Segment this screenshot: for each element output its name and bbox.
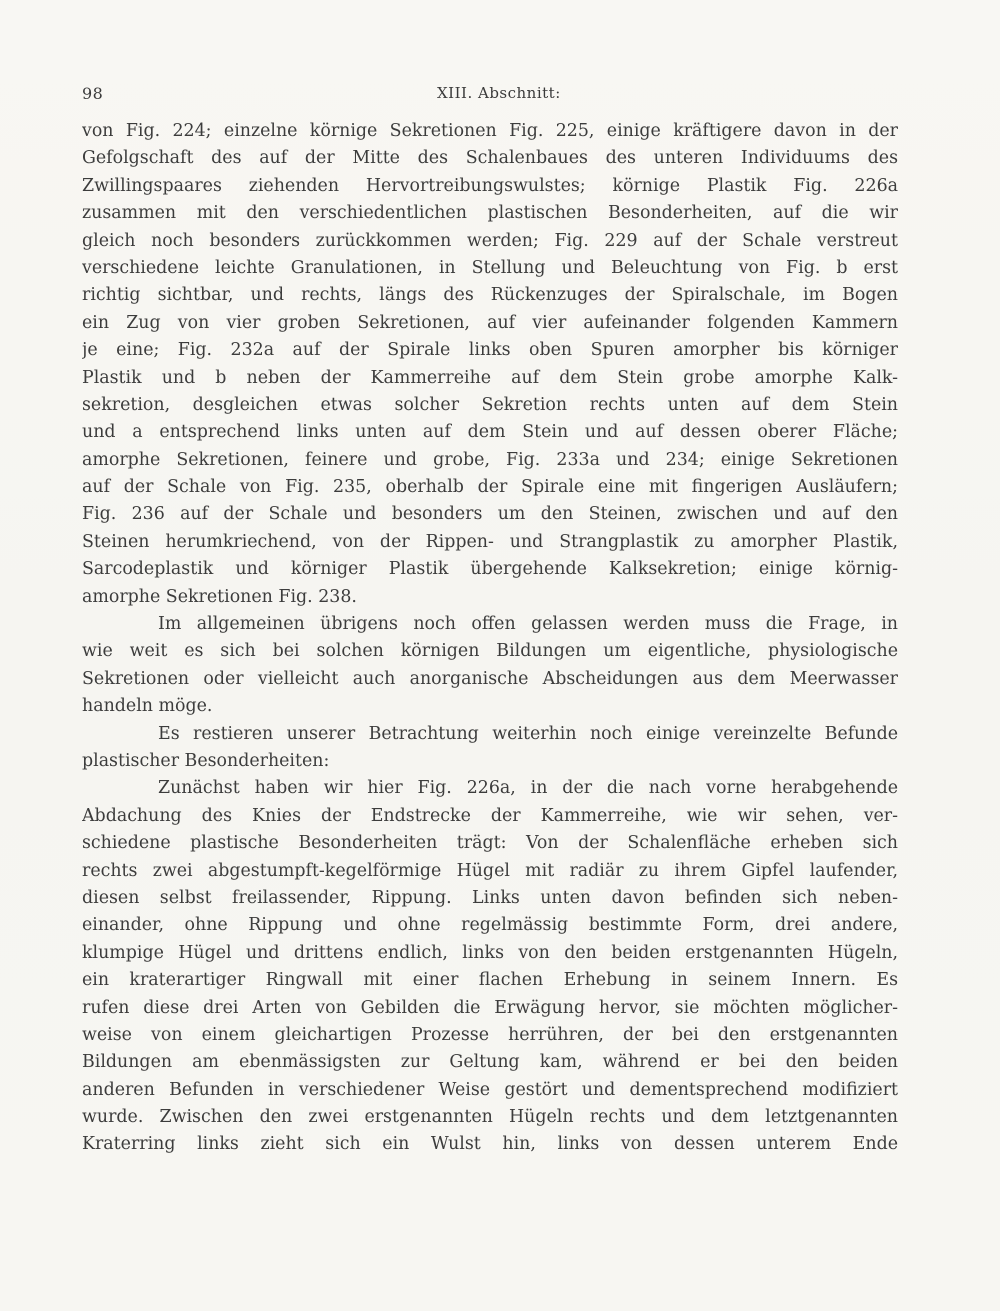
text-line: einander, ohne Rippung und ohne regelmässig bestimmte Form, drei andere,: [82, 915, 898, 936]
text-line: Bildungen am ebenmässigsten zur Geltung kam, während er bei den beiden: [82, 1052, 898, 1073]
text-line: je eine; Fig. 232a auf der Spirale links oben Spuren amorpher bis körniger: [82, 340, 898, 361]
page-header: [82, 84, 902, 106]
text-line: Plastik und b neben der Kammerreihe auf dem Stein grobe amorphe Kalk-: [82, 367, 898, 388]
text-line: verschiedene leichte Granulationen, in Stellung und Beleuchtung von Fig. b erst: [82, 257, 898, 278]
text-line: amorphe Sekretionen Fig. 238.: [82, 586, 357, 607]
text-line: Fig. 236 auf der Schale und besonders um den Steinen, zwischen und auf den: [82, 504, 898, 525]
text-line: klumpige Hügel und drittens endlich, links von den beiden erstgenannten Hügeln,: [82, 942, 898, 963]
text-line: Steinen herumkriechend, von der Rippen- und Strangplastik zu amorpher Plastik,: [82, 531, 898, 552]
text-line: Sekretionen oder vielleicht auch anorganische Abscheidungen aus dem Meerwasser: [82, 668, 898, 689]
text-line: von Fig. 224; einzelne körnige Sekretionen Fig. 225, einige kräftigere davon in der: [82, 121, 898, 141]
text-line: schiedene plastische Besonderheiten trägt: Von der Schalenfläche erheben sich: [82, 833, 898, 854]
text-line: weise von einem gleichartigen Prozesse herrühren, der bei den erstgenannten: [82, 1024, 898, 1045]
text-line: rechts zwei abgestumpft-kegelförmige Hügel mit radiär zu ihrem Gipfel laufender,: [82, 860, 898, 881]
paragraph: [82, 118, 898, 611]
text-line: Sarcodeplastik und körniger Plastik übergehende Kalksekretion; einige körnig-: [82, 559, 898, 580]
text-line: Im allgemeinen übrigens noch offen gelassen werden muss die Frage, in: [158, 614, 898, 635]
text-line: ein Zug von vier groben Sekretionen, auf vier aufeinander folgenden Kammern: [82, 312, 898, 333]
page-number: 98: [82, 84, 104, 103]
text-line: wurde. Zwischen den zwei erstgenannten Hügeln rechts und dem letztgenannten: [82, 1107, 898, 1128]
text-line: wie weit es sich bei solchen körnigen Bildungen um eigentliche, physiologische: [82, 641, 898, 662]
text-line: Gefolgschaft des auf der Mitte des Schalenbaues des unteren Individuums des: [82, 148, 898, 169]
text-line: auf der Schale von Fig. 235, oberhalb der Spirale eine mit fingerigen Ausläufern;: [82, 477, 898, 498]
running-head: XIII. Abschnitt:: [437, 84, 561, 102]
text-line: plastischer Besonderheiten:: [82, 750, 330, 771]
text-line: amorphe Sekretionen, feinere und grobe, Fig. 233a und 234; einige Sekretionen: [82, 449, 898, 470]
paragraph: [82, 721, 898, 776]
text-line: Zunächst haben wir hier Fig. 226a, in der die nach vorne herabgehende: [158, 778, 898, 799]
text-line: handeln möge.: [82, 696, 213, 717]
text-line: diesen selbst freilassender, Rippung. Links unten davon befinden sich neben-: [82, 887, 898, 908]
text-line: Abdachung des Knies der Endstrecke der Kammerreihe, wie wir sehen, ver-: [82, 805, 898, 826]
text-line: Es restieren unserer Betrachtung weiterhin noch einige vereinzelte Befunde: [158, 723, 898, 744]
body-text: [82, 118, 898, 1159]
text-line: ein kraterartiger Ringwall mit einer flachen Erhebung in seinem Innern. Es: [82, 970, 898, 991]
text-line: sekretion, desgleichen etwas solcher Sekretion rechts unten auf dem Stein: [82, 394, 898, 415]
text-line: und a entsprechend links unten auf dem Stein und auf dessen oberer Fläche;: [82, 422, 898, 443]
text-line: rufen diese drei Arten von Gebilden die Erwägung hervor, sie möchten möglicher-: [82, 997, 898, 1018]
text-line: anderen Befunden in verschiedener Weise gestört und dementsprechend modifiziert: [82, 1079, 898, 1100]
text-line: richtig sichtbar, und rechts, längs des Rückenzuges der Spiralschale, im Bogen: [82, 285, 898, 306]
paragraph: [82, 775, 898, 1158]
text-line: Kraterring links zieht sich ein Wulst hin, links von dessen unterem Ende: [82, 1134, 898, 1155]
text-line: gleich noch besonders zurückkommen werden; Fig. 229 auf der Schale verstreut: [82, 230, 898, 251]
paragraph: [82, 611, 898, 721]
text-line: Zwillingspaares ziehenden Hervortreibungswulstes; körnige Plastik Fig. 226a: [82, 175, 898, 196]
text-line: zusammen mit den verschiedentlichen plastischen Besonderheiten, auf die wir: [82, 203, 898, 224]
